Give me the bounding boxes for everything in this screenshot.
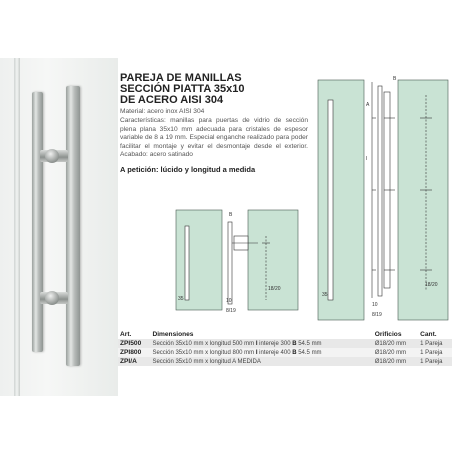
header-orif: Orificios bbox=[374, 331, 402, 338]
row-cant: 1 Pareja bbox=[420, 358, 443, 365]
label-10-front: 10 bbox=[372, 302, 378, 308]
b-text: 54.5 mm bbox=[298, 349, 322, 356]
dim-text: Sección 35x10 mm x longitud A MEDIDA bbox=[152, 358, 261, 365]
label-1820-front: 18/20 bbox=[425, 282, 438, 288]
dim-text: Sección 35x10 mm x longitud 500 mm bbox=[152, 340, 255, 347]
b-label: B bbox=[292, 349, 297, 356]
header-dim: Dimensiones bbox=[152, 331, 194, 338]
table-row bbox=[118, 348, 452, 357]
table-header-row bbox=[118, 331, 452, 339]
label-1820-section: 18/20 bbox=[268, 286, 281, 292]
row-cant: 1 Pareja bbox=[420, 340, 443, 347]
i-label: I bbox=[255, 340, 258, 347]
description-text: Características: manillas para puertas de vidrio de sección plena plana 35x10 mm adecuada para cristales de espesor variable de 8 a 19 mm. Especial enganche realizado para poder facilitar el montaje y evitar el desmontaje desde el exterior. Acabado: acero satinado bbox=[120, 117, 308, 159]
label-b-section: B bbox=[229, 212, 233, 218]
b-text: 54.5 mm bbox=[298, 340, 322, 347]
row-orif: Ø18/20 mm bbox=[374, 340, 407, 347]
label-a: A bbox=[366, 102, 370, 108]
label-819-section: 8/19 bbox=[226, 308, 236, 314]
request-note: A petición: lúcido y longitud a medida bbox=[120, 165, 256, 174]
i-text: intereje 300 bbox=[259, 340, 291, 347]
label-35-front: 35 bbox=[322, 292, 328, 298]
row-dim bbox=[150, 348, 372, 357]
label-35-section: 35 bbox=[178, 296, 184, 302]
title-line-1: PAREJA DE MANILLAS bbox=[120, 72, 242, 84]
row-cant: 1 Pareja bbox=[420, 349, 443, 356]
dim-text: Sección 35x10 mm x longitud 800 mm bbox=[152, 349, 255, 356]
title-line-3: DE ACERO AISI 304 bbox=[120, 94, 224, 106]
row-art: ZPI/A bbox=[120, 358, 137, 365]
label-i: I bbox=[366, 156, 368, 162]
title-line-2: SECCIÓN PIATTA 35x10 bbox=[120, 83, 245, 95]
header-cant: Cant. bbox=[420, 331, 437, 338]
i-label: I bbox=[255, 349, 258, 356]
i-text: intereje 400 bbox=[259, 349, 291, 356]
material-text: Material: acero inox AISI 304 bbox=[120, 108, 205, 115]
label-819-front: 8/19 bbox=[372, 312, 382, 318]
spec-table bbox=[118, 331, 452, 366]
b-label: B bbox=[292, 340, 297, 347]
table-row bbox=[118, 357, 452, 366]
table-row bbox=[118, 339, 452, 348]
row-orif: Ø18/20 mm bbox=[374, 349, 407, 356]
row-dim bbox=[150, 339, 372, 348]
row-dim bbox=[150, 357, 372, 366]
row-orif: Ø18/20 mm bbox=[374, 358, 407, 365]
label-b-front: B bbox=[393, 76, 397, 82]
row-art: ZPI500 bbox=[120, 340, 142, 347]
row-art: ZPI800 bbox=[120, 349, 142, 356]
header-art: Art. bbox=[120, 331, 132, 338]
label-10-section: 10 bbox=[226, 298, 232, 304]
